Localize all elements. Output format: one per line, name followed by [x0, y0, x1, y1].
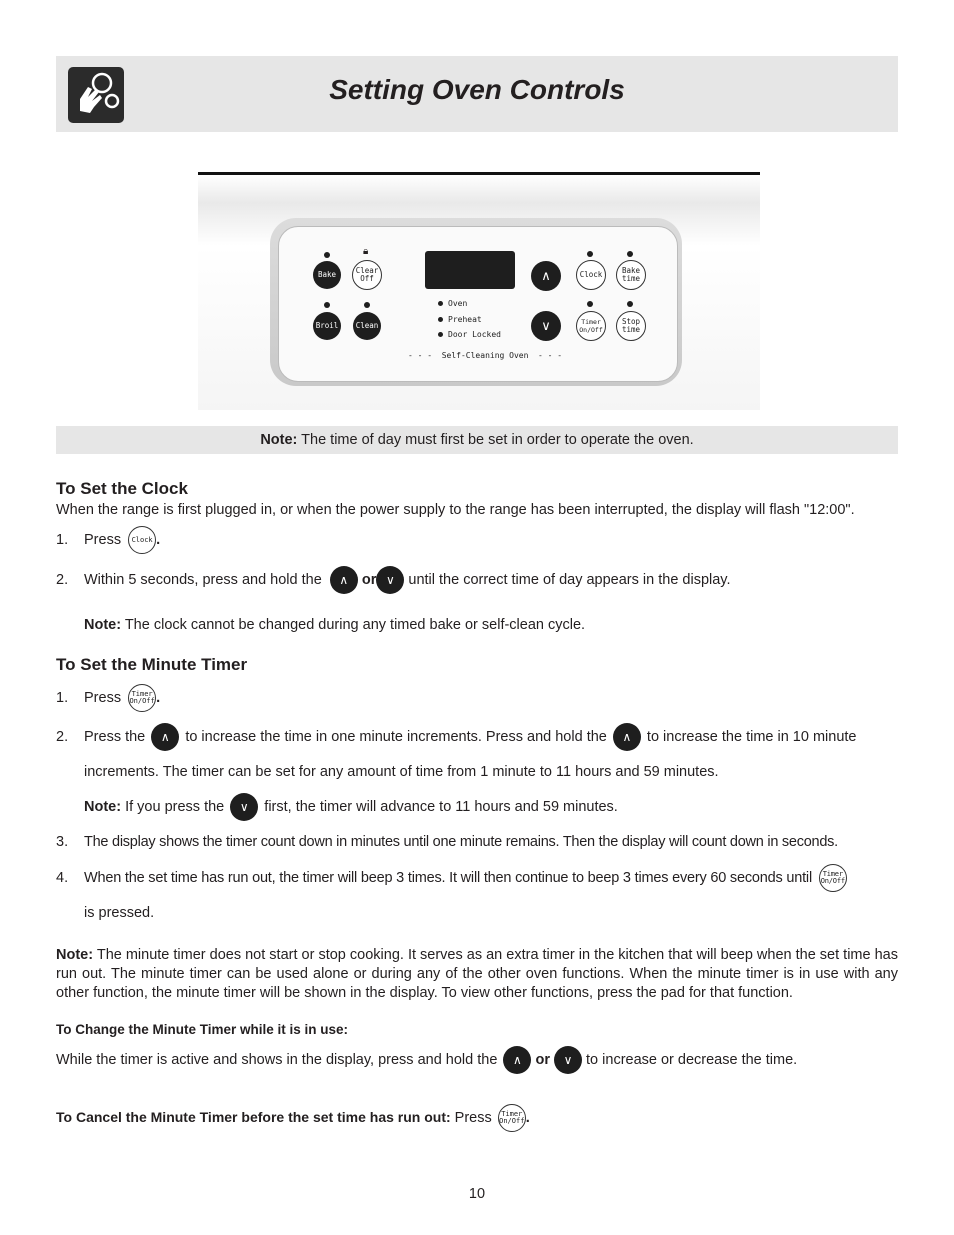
timer-step-4: [56, 870, 68, 886]
timer-note-paragraph: [56, 946, 898, 1003]
clock-intro: When the range is first plugged in, or when the power supply to the range has been interrupted, the display will flash "12:00".: [56, 502, 855, 518]
indicator-dot: [587, 251, 593, 257]
timer-onoff-button[interactable]: Timer On/Off: [576, 311, 606, 341]
timer-step-4-text: [84, 864, 847, 892]
up-arrow-icon: ∧: [503, 1046, 531, 1074]
step-text: When the set time has run out, the timer will beep 3 times. It will then continue to beep 3 times every 60 seconds until: [84, 869, 812, 886]
broil-button[interactable]: Broil: [313, 312, 341, 340]
indicator-dot: [587, 301, 593, 307]
timer-step-2-cont: increments. The timer can be set for any amount of time from 1 minute to 11 hours and 59 minutes.: [84, 764, 719, 780]
page-number: 10: [468, 1186, 486, 1202]
clean-button[interactable]: Clean: [353, 312, 381, 340]
self-cleaning-label: - - - Self-Cleaning Oven - - -: [408, 351, 563, 360]
timer-button-icon: Timer On/Off: [819, 864, 847, 892]
note-label: Note:: [56, 947, 94, 963]
or-text: or: [535, 1051, 550, 1068]
clock-button[interactable]: Clock: [576, 260, 606, 290]
indicator-oven: Oven: [438, 299, 467, 308]
step-text: to increase or decrease the time.: [586, 1051, 798, 1068]
timer-step-4-end: is pressed.: [84, 905, 155, 921]
step-text: to increase the time in one minute increments. Press and hold the: [185, 728, 607, 745]
indicator-dot: [364, 302, 370, 308]
cancel-line: To Cancel the Minute Timer before the set time has run out: Press Timer On/Off.: [56, 1104, 530, 1132]
clock-step-2-text: [84, 566, 731, 594]
step-number: 1.: [56, 532, 69, 548]
oven-display: [425, 251, 515, 289]
indicator-door-locked: Door Locked: [438, 330, 501, 339]
clock-step-1: [56, 532, 68, 548]
timer-step-2-text: [84, 723, 856, 751]
or-text: or: [361, 571, 377, 588]
step-text: Press: [84, 689, 122, 706]
step-text: Within 5 seconds, press and hold the: [84, 571, 322, 588]
cancel-heading: To Cancel the Minute Timer before the set time has run out:: [56, 1108, 451, 1125]
clock-step-2: [56, 572, 68, 588]
timer-step-1: [56, 690, 68, 706]
step-number: 2.: [56, 572, 69, 588]
change-text: [56, 1046, 797, 1074]
cancel-text: Press: [450, 1109, 492, 1126]
step-text: Press: [84, 531, 122, 548]
up-arrow-icon: ∧: [613, 723, 641, 751]
timer-button-icon: Timer On/Off: [128, 684, 156, 712]
timer-step-3-text: The display shows the timer count down in minutes until one minute remains. Then the display will count down in seconds.: [84, 834, 838, 850]
down-arrow-icon: ∨: [554, 1046, 582, 1074]
note-text: The clock cannot be changed during any timed bake or self-clean cycle.: [121, 617, 586, 633]
up-arrow-icon: ∧: [151, 723, 179, 751]
step-text: to increase the time in 10 minute: [646, 728, 857, 745]
note-text: first, the timer will advance to 11 hours and 59 minutes.: [264, 798, 618, 815]
lock-icon: 🔒︎: [363, 246, 369, 257]
step-text: until the correct time of day appears in the display.: [408, 571, 731, 588]
clear-off-button[interactable]: Clear Off: [352, 260, 382, 290]
note-label: Note:: [260, 432, 298, 448]
note-bar: [56, 426, 898, 454]
clock-step-1-text: Press Clock .: [84, 526, 160, 554]
timer-button-icon: Timer On/Off: [498, 1104, 526, 1132]
up-arrow-button[interactable]: ∧: [531, 261, 561, 291]
step-number: 4.: [56, 870, 69, 886]
timer-step-3: [56, 834, 68, 850]
change-heading: To Change the Minute Timer while it is in use:: [56, 1022, 349, 1037]
step-number: 2.: [56, 729, 69, 745]
bake-time-button[interactable]: Bake time: [616, 260, 646, 290]
indicator-dot: [627, 251, 633, 257]
timer-step-1-text: Press Timer On/Off.: [84, 684, 160, 712]
step-number: 3.: [56, 834, 69, 850]
page-title: Setting Oven Controls: [329, 74, 625, 105]
clock-button-icon: Clock: [128, 526, 156, 554]
timer-step-2-note: [84, 793, 618, 821]
note-text: If you press the: [121, 798, 225, 815]
down-arrow-icon: ∨: [230, 793, 258, 821]
up-arrow-icon: ∧: [330, 566, 358, 594]
step-number: 1.: [56, 690, 69, 706]
note-text: The time of day must first be set in order to operate the oven.: [297, 432, 694, 448]
stop-time-button[interactable]: Stop time: [616, 311, 646, 341]
step-text: Press the: [84, 728, 146, 745]
clock-note: [84, 617, 585, 633]
timer-heading: To Set the Minute Timer: [56, 655, 248, 674]
step-text: While the timer is active and shows in the display, press and hold the: [56, 1051, 498, 1068]
note-label: Note:: [84, 617, 122, 633]
indicator-dot: [627, 301, 633, 307]
indicator-dot: [324, 252, 330, 258]
clock-heading: To Set the Clock: [56, 479, 188, 498]
bake-button[interactable]: Bake: [313, 261, 341, 289]
down-arrow-icon: ∨: [376, 566, 404, 594]
timer-step-2: [56, 729, 68, 745]
indicator-dot: [324, 302, 330, 308]
down-arrow-button[interactable]: ∨: [531, 311, 561, 341]
note-label: Note:: [84, 798, 122, 815]
indicator-preheat: Preheat: [438, 315, 482, 324]
note-text: The minute timer does not start or stop cooking. It serves as an extra timer in the kitchen that will beep when the set time has run out. The minute timer can be used alone or during any of the other oven functions. When the minute timer is in use with any other function, the minute timer will be shown in the display. To view other functions, press the pad for that function.: [56, 947, 898, 1001]
